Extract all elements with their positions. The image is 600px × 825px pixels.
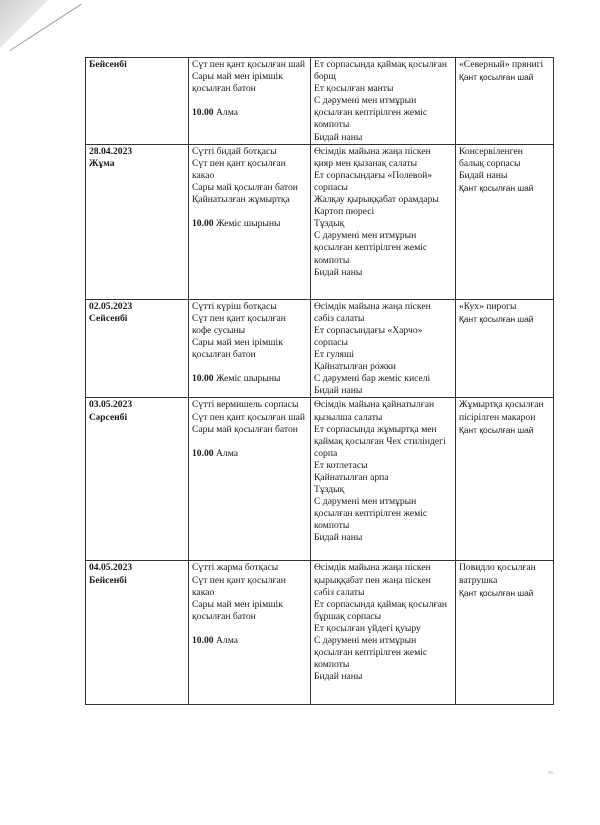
afternoon-item: Повидло қосылған ватрушка xyxy=(459,562,536,586)
lunch-item: С дәрумені мен итмұрын қосылған кептірілген жеміс компоты xyxy=(314,95,428,131)
afternoon-cell xyxy=(456,144,554,299)
breakfast-item: Сүт пен қант қосылған кофе сусыны xyxy=(192,312,286,336)
afternoon-item: Жұмыртқа қосылған пісірілген макарон xyxy=(459,399,544,423)
breakfast-item: Сүтті жарма ботқасы xyxy=(192,562,279,574)
lunch-item: Жалқау қырыққабат орамдары xyxy=(314,194,439,206)
breakfast-item: Сүтті бидай ботқасы xyxy=(192,145,277,157)
menu-row xyxy=(86,144,554,299)
afternoon-tea: Қант қосылған шай xyxy=(459,182,534,193)
day-name: Бейсенбі xyxy=(89,574,127,586)
breakfast-cell xyxy=(189,299,311,398)
afternoon-tea: Қант қосылған шай xyxy=(459,72,534,83)
breakfast-item: Сүтті күріш ботқасы xyxy=(192,300,277,312)
breakfast-item: Сүт пен қант қосылған какао xyxy=(192,157,286,181)
afternoon-cell xyxy=(456,561,554,705)
day-name: Жұма xyxy=(89,157,115,169)
afternoon-tea: Қант қосылған шай xyxy=(459,424,534,435)
menu-row xyxy=(86,299,554,398)
day-cell xyxy=(86,299,189,398)
afternoon-tea: Қант қосылған шай xyxy=(459,313,534,324)
afternoon-item: «Кух» пирогы xyxy=(459,300,517,312)
afternoon-cell xyxy=(456,299,554,398)
breakfast-item: Сүтті вермишель сорпасы xyxy=(192,399,299,411)
breakfast-cell xyxy=(189,144,311,299)
lunch-item: С дәрумені мен итмұрын қосылған кептірілген жеміс компоты xyxy=(314,496,428,532)
snack-line xyxy=(192,635,307,647)
breakfast-item: Сары май мен ірімшік қосылған батон xyxy=(192,598,283,622)
afternoon-tea: Қант қосылған шай xyxy=(459,587,534,598)
lunch-cell xyxy=(311,398,456,561)
snack-line xyxy=(192,107,307,119)
snack-time: 10.00 xyxy=(192,634,214,646)
menu-table xyxy=(85,57,554,705)
day-cell xyxy=(86,58,189,145)
day-cell xyxy=(86,144,189,299)
lunch-item: Тұздық xyxy=(314,484,345,496)
snack-item: Алма xyxy=(216,447,238,459)
lunch-item: С дәрумені мен итмұрын қосылған кептірілген жеміс компоты xyxy=(314,634,428,671)
lunch-item: Өсімдік майына жаңа піскен қырыққабат пен жаңа піскен сәбіз салаты xyxy=(314,562,431,598)
snack-line xyxy=(192,448,307,460)
lunch-item: Ет қосылған үйдегі қуыру xyxy=(314,622,421,634)
lunch-item: Ет сорпасында жұмыртқа мен қаймақ қосылған Чех стиліндегі сорпа xyxy=(314,423,446,459)
lunch-item: Ет сорпасында қаймақ қосылған борщ xyxy=(314,59,447,83)
lunch-item: С дәрумені мен итмұрын қосылған кептірілген жеміс компоты xyxy=(314,230,428,266)
breakfast-item: Сүт пен қант қосылған какао xyxy=(192,574,286,598)
menu-row xyxy=(86,561,554,705)
snack-time: 10.00 xyxy=(192,218,214,230)
breakfast-cell xyxy=(189,561,311,705)
afternoon-cell xyxy=(456,58,554,145)
lunch-cell xyxy=(311,561,456,705)
breakfast-item: Сары май мен ірімшік қосылған батон xyxy=(192,336,283,361)
day-name: Сәрсенбі xyxy=(89,411,128,423)
lunch-item: Ет сорпасындағы «Полевой» сорпасы xyxy=(314,169,433,193)
snack-item: Алма xyxy=(216,107,238,119)
lunch-item: Өсімдік майына жаңа піскен қияр мен қызанақ салаты xyxy=(314,145,431,169)
lunch-item: Бидай наны xyxy=(314,385,363,397)
lunch-item: Қайнатылған рожки xyxy=(314,361,396,373)
breakfast-item: Қайнатылған жұмыртқа xyxy=(192,194,290,206)
lunch-item: Ет сорпасында қаймақ қосылған бұршақ сорпасы xyxy=(314,598,447,622)
day-date: 03.05.2023 xyxy=(89,399,133,411)
day-date: 02.05.2023 xyxy=(89,300,133,312)
breakfast-item: Сары май қосылған батон xyxy=(192,423,298,435)
snack-time: 10.00 xyxy=(192,373,214,385)
breakfast-item: Сары май қосылған батон xyxy=(192,181,298,193)
afternoon-item: «Северный» прянигі xyxy=(459,59,544,70)
lunch-cell xyxy=(311,144,456,299)
corner-mark: ⁹⁵ xyxy=(548,770,553,778)
breakfast-item: Сүт пен қант қосылған шай xyxy=(192,59,306,70)
page-fold-corner xyxy=(0,0,80,55)
menu-row xyxy=(86,58,554,145)
lunch-item: Бидай наны xyxy=(314,671,363,683)
breakfast-cell xyxy=(189,398,311,561)
afternoon-item: Консервіленген балық сорпасы xyxy=(459,145,523,169)
breakfast-item: Сүт пен қант қосылған шай xyxy=(192,411,306,423)
lunch-item: Өсімдік майына қайнатылған қызылша салаты xyxy=(314,399,435,423)
lunch-item: Тұздық xyxy=(314,218,345,230)
lunch-item: С дәрумені бар жеміс киселі xyxy=(314,373,431,385)
lunch-item: Бидай наны xyxy=(314,131,363,143)
afternoon-item: Бидай наны xyxy=(459,169,508,181)
snack-line xyxy=(192,373,307,385)
lunch-item: Бидай наны xyxy=(314,532,363,544)
lunch-cell xyxy=(311,58,456,145)
lunch-item: Ет котлетасы xyxy=(314,459,368,471)
snack-time: 10.00 xyxy=(192,107,214,119)
lunch-item: Ет сорпасындағы «Харчо» сорпасы xyxy=(314,324,423,348)
lunch-item: Ет гуляші xyxy=(314,349,355,361)
breakfast-cell xyxy=(189,58,311,145)
lunch-item: Бидай наны xyxy=(314,266,363,278)
day-name: Сейсенбі xyxy=(89,312,128,324)
snack-item: Жеміс шырыны xyxy=(216,373,281,385)
lunch-item: Картоп пюресі xyxy=(314,206,375,218)
lunch-cell xyxy=(311,299,456,398)
lunch-item: Қайнатылған арпа xyxy=(314,471,389,483)
lunch-item: Өсімдік майына жаңа піскен сәбіз салаты xyxy=(314,300,431,324)
breakfast-item: Сары май мен ірімшік қосылған батон xyxy=(192,71,283,95)
snack-item: Жеміс шырыны xyxy=(216,218,281,230)
day-cell xyxy=(86,398,189,561)
lunch-item: Ет қосылған манты xyxy=(314,83,394,95)
menu-row xyxy=(86,398,554,561)
snack-time: 10.00 xyxy=(192,447,214,459)
snack-line xyxy=(192,218,307,230)
day-date: 28.04.2023 xyxy=(89,145,133,157)
day-date: 04.05.2023 xyxy=(89,562,133,574)
snack-item: Алма xyxy=(216,634,238,646)
day-cell xyxy=(86,561,189,705)
afternoon-cell xyxy=(456,398,554,561)
day-name: Бейсенбі xyxy=(89,59,127,70)
